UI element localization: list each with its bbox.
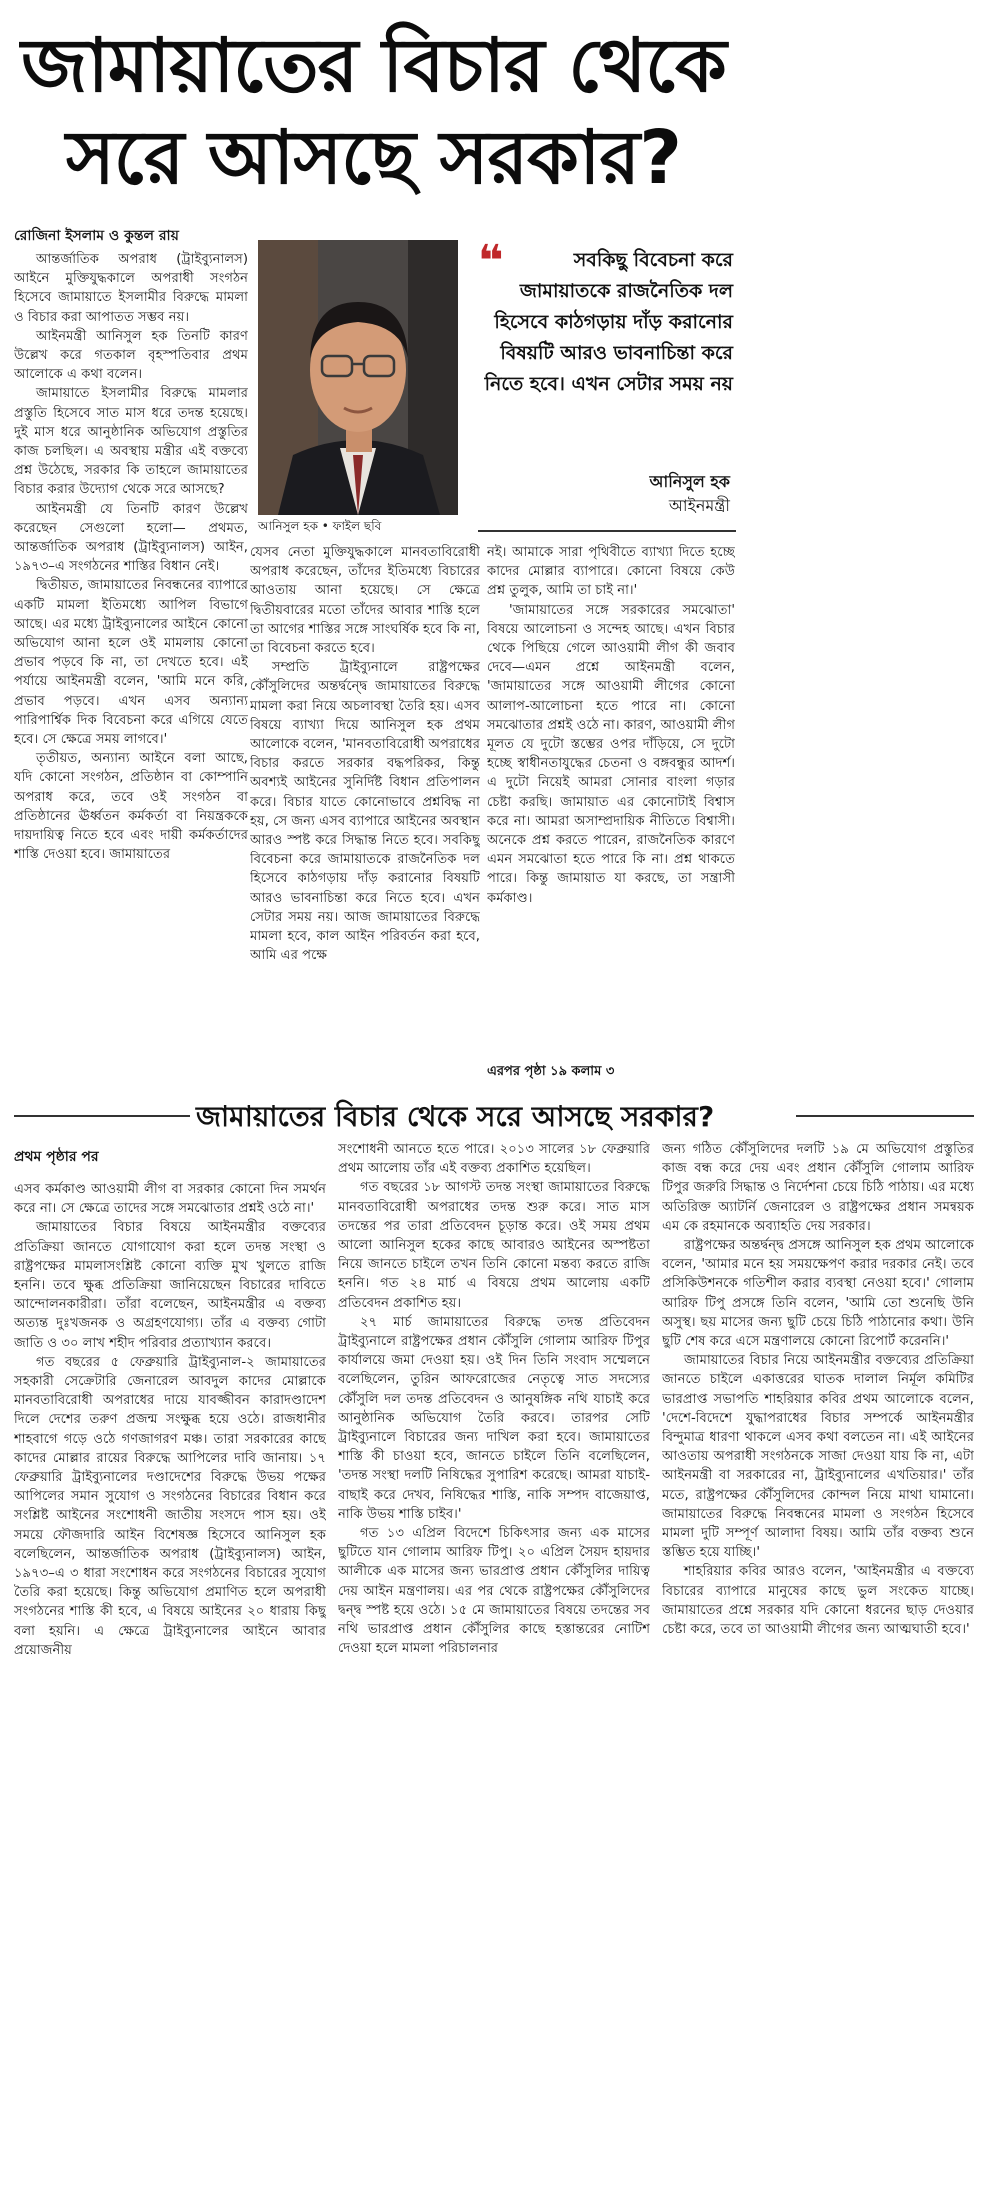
article-column-3 bbox=[487, 543, 735, 1043]
continuation-headline: জামায়াতের বিচার থেকে সরে আসছে সরকার? bbox=[196, 1100, 715, 1133]
author-title: আইনমন্ত্রী bbox=[668, 496, 730, 515]
portrait-illustration bbox=[258, 240, 458, 515]
paragraph: 'জামায়াতের সঙ্গে সরকারের সমঝোতা' বিষয়ে আলোচনা ও সন্দেহ আছে। এখন বিচার থেকে পিছিয়ে গেলে আওয়ামী লীগ কী জবাব দেবে—এমন প্রশ্নে আইনমন্ত্রী বলেন, 'জামায়াতের সঙ্গে আওয়ামী লীগের কোনো আলাপ-আলোচনা হতে পারে না। কোনো সমঝোতার প্রশ্নই ওঠে না। কারণ, আওয়ামী লীগ মূলত যে দুটো স্তম্ভের ওপর দাঁড়িয়ে, সে দুটো হচ্ছে স্বাধীনতাযুদ্ধের চেতনা ও বঙ্গবন্ধুর আদর্শ। এ দুটো নিয়েই আমরা সোনার বাংলা গড়ার চেষ্টা করছি। জামায়াত এর কোনোটাই বিশ্বাস করে না। আমরা অসাম্প্রদায়িক নীতিতে বিশ্বাসী। অনেকে প্রশ্ন করতে পারেন, রাজনৈতিক কারণে এমন সমঝোতা হতে পারে কি না। প্রশ্ন থাকতে পারে। কিন্তু জামায়াত যা করছে, তা সন্ত্রাসী কর্মকাণ্ড। bbox=[487, 602, 735, 906]
headline-line-1: জামায়াতের বিচার থেকে bbox=[21, 23, 726, 109]
article-column-2 bbox=[250, 543, 480, 1065]
quote-mark-icon: ❝ bbox=[478, 236, 504, 287]
paragraph: আইনমন্ত্রী আনিসুল হক তিনটি কারণ উল্লেখ করে গতকাল বৃহস্পতিবার প্রথম আলোকে এ কথা বলেন। bbox=[14, 328, 248, 383]
paragraph: গত বছরের ৫ ফেব্রুয়ারি ট্রাইব্যুনাল-২ জামায়াতের সহকারী সেক্রেটারি জেনারেল আবদুল কাদের মোল্লাকে মানবতাবিরোধী অপরাধের দায়ে যাবজ্জীবন কারাদণ্ডাদেশ দিলে দেশের তরুণ প্রজন্ম সংক্ষুব্ধ হয়ে ওঠে। রাজধানীর শাহবাগে গড়ে ওঠে গণজাগরণ মঞ্চ। তারা সরকারের কাছে কাদের মোল্লার রায়ের বিরুদ্ধে আপিলের দাবি জানায়। ১৭ ফেব্রুয়ারি ট্রাইব্যুনালের দণ্ডাদেশের বিরুদ্ধে উভয় পক্ষের আপিলের সমান সুযোগ ও সংগঠনের বিচারের বিধান করে সংশ্লিষ্ট আইনের সংশোধনী জাতীয় সংসদে পাস হয়। ওই সময়ে ফৌজদারি আইন বিশেষজ্ঞ হিসেবে আনিসুল হক বলেছিলেন, আন্তর্জাতিক অপরাধ (ট্রাইব্যুনালস) আইন, ১৯৭৩–এ ৩ ধারা সংশোধন করে সংগঠনের বিচারের সুযোগ তৈরি করা হয়েছে। কিন্তু অভিযোগ প্রমাণিত হলে অপরাধী সংগঠনের শাস্তি কী হবে, এ বিষয়ে আইনের ২০ ধারায় কিছু বলা হয়নি। এ ক্ষেত্রে ট্রাইব্যুনালের আইনে আবার প্রয়োজনীয় bbox=[14, 1354, 326, 1658]
paragraph: আন্তর্জাতিক অপরাধ (ট্রাইব্যুনালস) আইনে মুক্তিযুদ্ধকালে অপরাধী সংগঠন হিসেবে জামায়াতে ইসলামীর বিরুদ্ধে মামলা ও বিচার করা আপাতত সম্ভব নয়। bbox=[14, 252, 248, 325]
paragraph: জামায়াতের বিচার নিয়ে আইনমন্ত্রীর বক্তব্যের প্রতিক্রিয়া জানতে চাইলে একাত্তরের ঘাতক দালাল নির্মূল কমিটির ভারপ্রাপ্ত সভাপতি শাহরিয়ার কবির প্রথম আলোকে বলেন, 'দেশে-বিদেশে যুদ্ধাপরাধের বিচার সম্পর্কে আইনমন্ত্রীর বিন্দুমাত্র ধারণা থাকলে এসব কথা বলতেন না। এই আইনের আওতায় অপরাধী সংগঠনকে সাজা দেওয়া যায় কি না, এটা আইনমন্ত্রী বা সরকারের না, ট্রাইব্যুনালের এখতিয়ার।' তাঁর মতে, রাষ্ট্রপক্ষের কৌঁসুলিদের কোন্দল নিয়ে মাথা ঘামানো। জামায়াতের বিরুদ্ধে নিবন্ধনের মামলা ও সংগঠন হিসেবে মামলা দুটি সম্পূর্ণ আলাদা বিষয়। আমি তাঁর বক্তব্য শুনে স্তম্ভিত হয়ে যাচ্ছি।' bbox=[662, 1353, 974, 1561]
paragraph: গত বছরের ১৮ আগস্ট তদন্ত সংস্থা জামায়াতের বিরুদ্ধে মানবতাবিরোধী অপরাধের তদন্ত শুরু করে। সাত মাস তদন্তের পর তারা প্রতিবেদন চূড়ান্ত করে। ওই সময় প্রথম আলো আনিসুল হকের কাছে আবারও আইনের অস্পষ্টতা নিয়ে জানতে চাইলে তখন তিনি কোনো মন্তব্য করতে রাজি হননি। গত ২৪ মার্চ এ বিষয়ে প্রথম আলোয় একটি প্রতিবেদন প্রকাশিত হয়। bbox=[338, 1180, 650, 1311]
paragraph: যেসব নেতা মুক্তিযুদ্ধকালে মানবতাবিরোধী অপরাধ করেছেন, তাঁদের ইতিমধ্যে বিচারের আওতায় আনা হয়েছে। সে ক্ষেত্রে দ্বিতীয়বারের মতো তাঁদের আবার শাস্তি হলে তা আগের শাস্তির সঙ্গে সাংঘর্ষিক হবে কি না, তা বিবেচনা করতে হবে। bbox=[250, 545, 480, 657]
pull-quote-author bbox=[560, 470, 730, 518]
paragraph: সংশোধনী আনতে হতে পারে। ২০১৩ সালের ১৮ ফেব্রুয়ারি প্রথম আলোয় তাঁর এই বক্তব্য প্রকাশিত হয়েছিল। bbox=[338, 1142, 650, 1177]
continued-from-label: প্রথম পৃষ্ঠার পর bbox=[14, 1149, 99, 1165]
section-rule-left bbox=[14, 1115, 190, 1117]
main-headline bbox=[6, 20, 741, 204]
paragraph: সম্প্রতি ট্রাইব্যুনালে রাষ্ট্রপক্ষের কৌঁসুলিদের অন্তর্দ্বন্দ্বে জামায়াতের বিরুদ্ধে মামলা করা নিয়ে অচলাবস্থা তৈরি হয়। এসব বিষয়ে ব্যাখ্যা দিয়ে আনিসুল হক প্রথম আলোকে বলেন, 'মানবতাবিরোধী অপরাধের বিচার করতে সরকার বদ্ধপরিকর, কিন্তু অবশ্যই আইনের সুনির্দিষ্ট বিধান প্রতিপালন করে। বিচার যাতে কোনোভাবে প্রশ্নবিদ্ধ না হয়, সে জন্য এসব ব্যাপারে আইনের অবস্থান আরও স্পষ্ট করে সিদ্ধান্ত নিতে হবে। সবকিছু বিবেচনা করে জামায়াতকে রাজনৈতিক দল হিসেবে কাঠগড়ায় দাঁড় করানোর বিষয়টি আরও ভাবনাচিন্তা করে নিতে হবে। এখন সেটার সময় নয়। আজ জামায়াতের বিরুদ্ধে মামলা হবে, কাল আইন পরিবর্তন করা হবে, আমি এর পক্ষে bbox=[250, 660, 480, 964]
section-rule-right bbox=[796, 1115, 974, 1117]
paragraph: এসব কর্মকাণ্ড আওয়ামী লীগ বা সরকার কোনো দিন সমর্থন করে না। সে ক্ষেত্রে তাদের সঙ্গে সমঝোতার প্রশ্নই ওঠে না।' bbox=[14, 1182, 326, 1217]
pull-quote-text: সবকিছু বিবেচনা করে জামায়াতকে রাজনৈতিক দল হিসেবে কাঠগড়ায় দাঁড় করানোর বিষয়টি আরও ভাবনাচিন্তা করে নিতে হবে। এখন সেটার সময় নয় bbox=[484, 249, 733, 395]
paragraph: আইনমন্ত্রী যে তিনটি কারণ উল্লেখ করেছেন সেগুলো হলো— প্রথমত, আন্তর্জাতিক অপরাধ (ট্রাইব্যুনালস) আইন, ১৯৭৩–এ সংগঠনের শাস্তির বিধান নেই। bbox=[14, 501, 248, 575]
photo-caption: আনিসুল হক • ফাইল ছবি bbox=[258, 519, 382, 533]
paragraph: গত ১৩ এপ্রিল বিদেশে চিকিৎসার জন্য এক মাসের ছুটিতে যান গোলাম আরিফ টিপু। ২০ এপ্রিল সৈয়দ হায়দার আলীকে এক মাসের জন্য ভারপ্রাপ্ত প্রধান কৌঁসুলির দায়িত্ব দেয় আইন মন্ত্রণালয়। এর পর থেকে রাষ্ট্রপক্ষের কৌঁসুলিদের দ্বন্দ্ব স্পষ্ট হয়ে ওঠে। ১৫ মে জামায়াতের বিষয়ে তদন্তের সব নথি ভারপ্রাপ্ত প্রধান কৌঁসুলির কাছে হস্তান্তরের নোটিশ দেওয়া হলে মামলা পরিচালনার bbox=[338, 1526, 650, 1657]
headline-line-2: সরে আসছে সরকার? bbox=[65, 115, 682, 201]
byline: রোজিনা ইসলাম ও কুন্তল রায় bbox=[14, 228, 179, 244]
portrait-photo bbox=[258, 240, 458, 515]
paragraph: শাহরিয়ার কবির আরও বলেন, 'আইনমন্ত্রীর এ বক্তব্যে বিচারের ব্যাপারে মানুষের কাছে ভুল সংকেত যাচ্ছে। জামায়াতের প্রশ্নে সরকার যদি কোনো ধরনের ছাড় দেওয়ার চেষ্টা করে, তবে তা আওয়ামী লীগের জন্য আত্মঘাতী হবে।' bbox=[662, 1564, 974, 1638]
paragraph: দ্বিতীয়ত, জামায়াতের নিবন্ধনের ব্যাপারে একটি মামলা ইতিমধ্যে আপিল বিভাগে আছে। এর মধ্যে ট্রাইব্যুনালের আইনে কোনো অভিযোগ আনা হলে ওই মামলায় কোনো প্রভাব পড়বে কি না, তা দেখতে হবে। এই পর্যায়ে আইনমন্ত্রী বলেন, 'আমি মনে করি, প্রভাব পড়বে। এখন এসব অন্যান্য পারিপার্শ্বিক দিক বিবেচনা করে এগিয়ে যেতে হবে। সে ক্ষেত্রে সময় লাগবে।' bbox=[14, 578, 248, 748]
paragraph: ২৭ মার্চ জামায়াতের বিরুদ্ধে তদন্ত প্রতিবেদন ট্রাইব্যুনালে রাষ্ট্রপক্ষের প্রধান কৌঁসুলি গোলাম আরিফ টিপুর কার্যালয়ে জমা দেওয়া হয়। ওই দিন তিনি সংবাদ সম্মেলনে বলেছিলেন, তুরিন আফরোজের নেতৃত্বে সাত সদস্যের কৌঁসুলি দল তদন্ত প্রতিবেদন ও আনুষঙ্গিক নথি যাচাই করে আনুষ্ঠানিক অভিযোগ তৈরি করবে। তারপর সেটি ট্রাইব্যুনালে বিচারের জন্য দাখিল করা হবে। জামায়াতের শাস্তি কী চাওয়া হবে, জানতে চাইলে তিনি বলেছিলেন, 'তদন্ত সংস্থা দলটি নিষিদ্ধের সুপারিশ করেছে। আমরা যাচাই-বাছাই করে দেখব, নিষিদ্ধের শাস্তি, নাকি সম্পদ বাজেয়াপ্ত, নাকি উভয় শাস্তি চাইব।' bbox=[338, 1314, 650, 1522]
continued-note: এরপর পৃষ্ঠা ১৯ কলাম ৩ bbox=[487, 1064, 615, 1079]
paragraph: তৃতীয়ত, অন্যান্য আইনে বলা আছে, যদি কোনো সংগঠন, প্রতিষ্ঠান বা কোম্পানি অপরাধ করে, তবে ওই সংগঠন বা প্রতিষ্ঠানের ঊর্ধ্বতন কর্মকর্তা বা নিয়ন্ত্রককে দায়দায়িত্ব নিতে হবে এবং দায়ী কর্মকর্তাদের শাস্তি দেওয়া হবে। জামায়াতের bbox=[14, 751, 248, 863]
paragraph: জন্য গঠিত কৌঁসুলিদের দলটি ১৯ মে অভিযোগ প্রস্তুতির কাজ বন্ধ করে দেয় এবং প্রধান কৌঁসুলি গোলাম আরিফ টিপুর জরুরি সিদ্ধান্ত ও নির্দেশনা চেয়ে চিঠি পাঠায়। এর মধ্যে অতিরিক্ত অ্যাটর্নি জেনারেল ও রাষ্ট্রপক্ষের প্রধান সমন্বয়ক এম কে রহমানকে অব্যাহতি দেয় সরকার। bbox=[662, 1142, 974, 1234]
paragraph: জামায়াতে ইসলামীর বিরুদ্ধে মামলার প্রস্তুতি হিসেবে সাত মাস ধরে তদন্ত হয়েছে। দুই মাস ধরে আনুষ্ঠানিক অভিযোগ প্রস্তুতির কাজ চলছিল। এ অবস্থায় মন্ত্রীর এই বক্তব্যে প্রশ্ন উঠেছে, সরকার কি তাহলে জামায়াতের বিচার করার উদ্যোগ থেকে সরে আসছে? bbox=[14, 386, 248, 498]
quote-divider bbox=[478, 530, 736, 532]
continuation-column-1 bbox=[14, 1180, 326, 1788]
paragraph: রাষ্ট্রপক্ষের অন্তর্দ্বন্দ্ব প্রসঙ্গে আনিসুল হক প্রথম আলোকে বলেন, 'আমার মনে হয় সময়ক্ষেপণ করার দরকার নেই। তবে প্রসিকিউশনকে গতিশীল করার ব্যবস্থা নেওয়া হবে।' গোলাম আরিফ টিপু প্রসঙ্গে তিনি বলেন, 'আমি তো শুনেছি উনি অসুস্থ। ছয় মাসের জন্য ছুটি চেয়ে চিঠি পাঠানোর কথা। উনি ছুটি শেষ করে এসে মন্ত্রণালয়ে কোনো রিপোর্ট করেননি।' bbox=[662, 1238, 974, 1350]
paragraph: জামায়াতের বিচার বিষয়ে আইনমন্ত্রীর বক্তব্যের প্রতিক্রিয়া জানতে যোগাযোগ করা হলে তদন্ত সংস্থা ও রাষ্ট্রপক্ষের মামলাসংশ্লিষ্ট কোনো ব্যক্তি মুখ খুলতে রাজি হননি। তবে ক্ষুব্ধ প্রতিক্রিয়া জানিয়েছেন বিচারের দাবিতে আন্দোলনকারীরা। তাঁরা বলেছেন, আইনমন্ত্রীর এ বক্তব্য অত্যন্ত দুঃখজনক ও অগ্রহণযোগ্য। তাঁর এ বক্তব্য গোটা জাতি ও ৩০ লাখ শহীদ পরিবার প্রত্যাখ্যান করবে। bbox=[14, 1220, 326, 1351]
continuation-column-2 bbox=[338, 1140, 650, 1788]
continuation-column-3 bbox=[662, 1140, 974, 1788]
paragraph: নই। আমাকে সারা পৃথিবীতে ব্যাখ্যা দিতে হচ্ছে কাদের মোল্লার ব্যাপারে। কোনো বিষয়ে কেউ প্রশ্ন তুলুক, আমি তা চাই না।' bbox=[487, 545, 735, 599]
article-column-1 bbox=[14, 226, 248, 1088]
author-name: আনিসুল হক bbox=[649, 472, 730, 491]
